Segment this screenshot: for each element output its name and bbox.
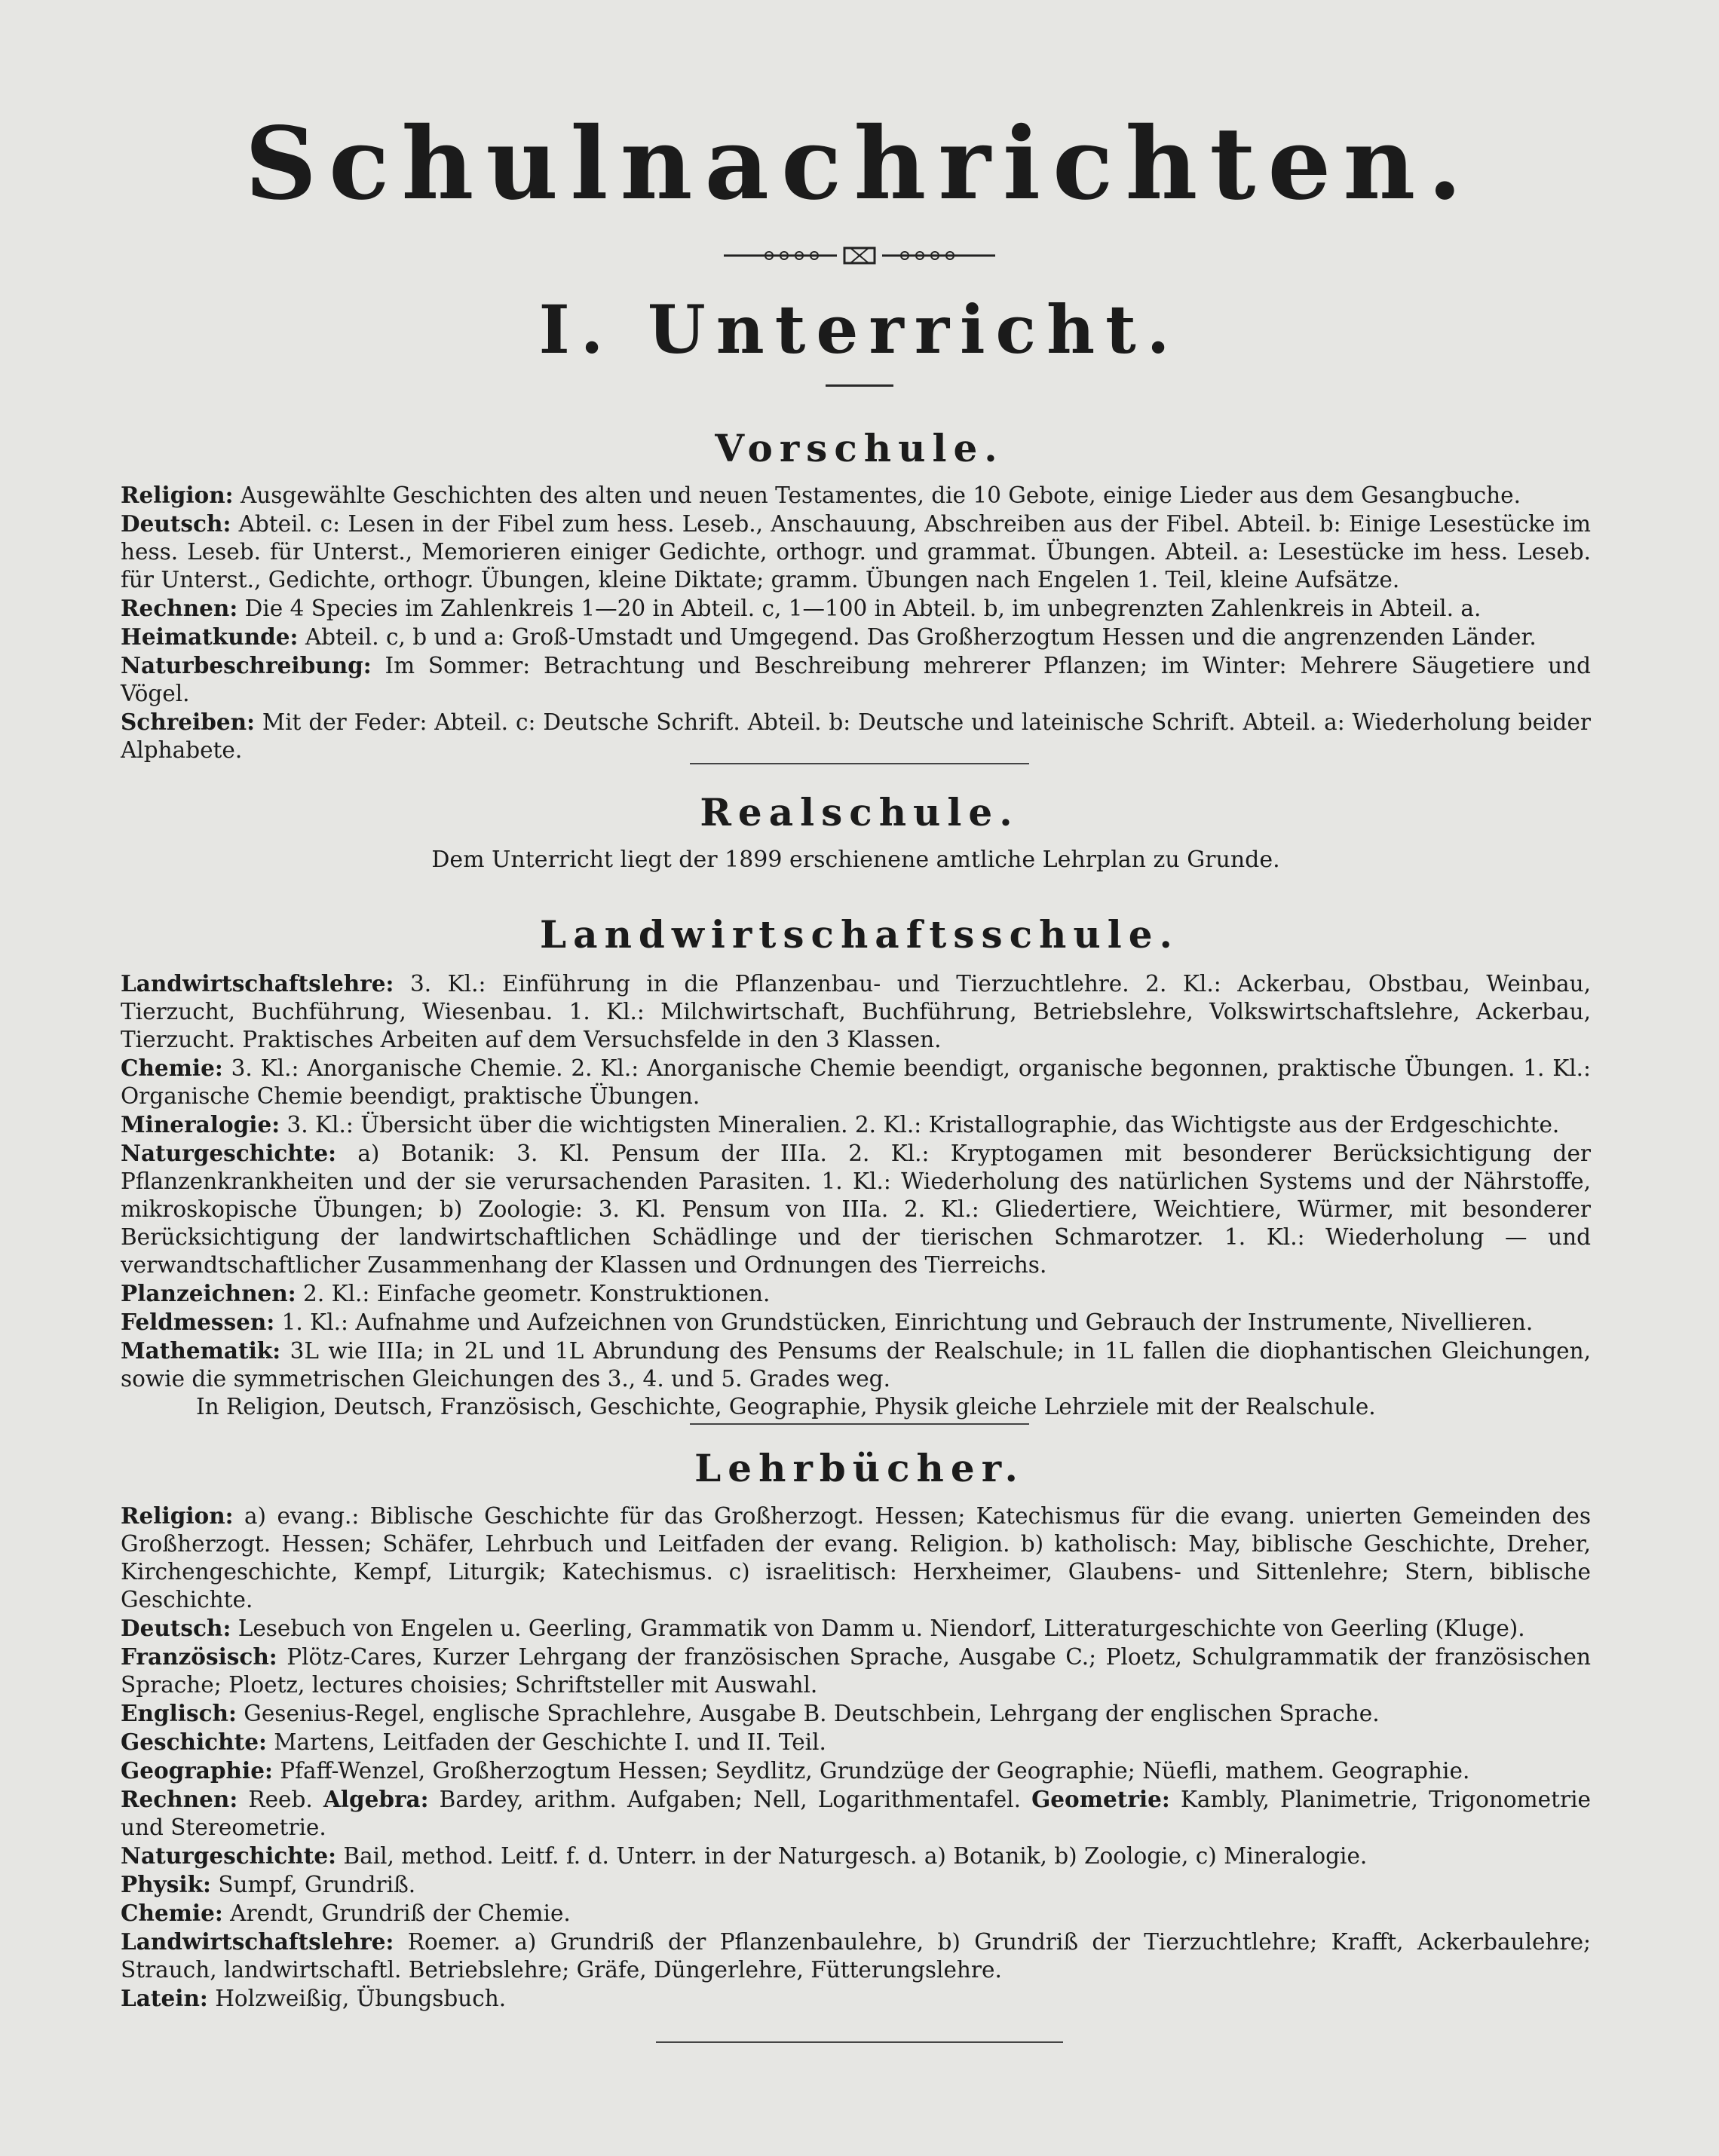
subject-label: Naturgeschichte: bbox=[121, 1842, 337, 1869]
subject-label: Physik: bbox=[121, 1871, 211, 1897]
landwirtschaft-entry bbox=[121, 1054, 1591, 1110]
subject-text: 1. Kl.: Aufnahme und Aufzeichnen von Grundstücken, Einrichtung und Gebrauch der Instrumente, Nivellieren. bbox=[281, 1309, 1534, 1335]
page-title: Schulnachrichten. bbox=[244, 106, 1475, 222]
textbook-entry bbox=[121, 1728, 1591, 1756]
landwirtschaft-entry bbox=[121, 1139, 1591, 1279]
divider bbox=[690, 763, 1029, 764]
subject-label: Latein: bbox=[121, 1985, 208, 2011]
textbook-entry bbox=[121, 1870, 1591, 1899]
textbook-entry bbox=[121, 1785, 1591, 1842]
subject-label: Chemie: bbox=[121, 1900, 223, 1926]
subject-text: Bail, method. Leitf. f. d. Unterr. in der Naturgesch. a) Botanik, b) Zoologie, c) Mineralogie. bbox=[343, 1843, 1368, 1869]
subject-text: 3. Kl.: Anorganische Chemie. 2. Kl.: Anorganische Chemie beendigt, organische begonnen, praktische Übungen. 1. Kl.: Organische Chemie beendigt, praktische Übungen. bbox=[121, 1055, 1591, 1109]
subject-text: Arendt, Grundriß der Chemie. bbox=[230, 1900, 571, 1926]
subject-text: Sumpf, Grundriß. bbox=[218, 1872, 416, 1897]
subject-text: Abteil. c: Lesen in der Fibel zum hess. Leseb., Anschauung, Abschreiben aus der Fibel. Abteil. b: Einige Lesestücke im hess. Leseb. für Unterst., Memorieren einiger Gedichte, orthogr. und grammat. Übungen. Abteil. a: Lesestücke im hess. Leseb. für Unterst., Gedichte, orthogr. Übungen, kleine Diktate; gramm. Übungen nach Engelen 1. Teil, kleine Aufsätze. bbox=[121, 511, 1591, 593]
subject-text: Roemer. a) Grundriß der Pflanzenbaulehre, b) Grundriß der Tierzuchtlehre; Krafft, Ackerbaulehre; Strauch, landwirtschaftl. Betriebslehre; Gräfe, Düngerlehre, Fütterungslehre. bbox=[121, 1929, 1591, 1983]
subject-text: Pfaff-Wenzel, Großherzogtum Hessen; Seydlitz, Grundzüge der Geographie; Nüefli, mathem. Geographie. bbox=[280, 1758, 1470, 1784]
subject-label: Schreiben: bbox=[121, 709, 255, 735]
subject-text: Ausgewählte Geschichten des alten und neuen Testamentes, die 10 Gebote, einige Lieder aus dem Gesangbuche. bbox=[240, 482, 1521, 508]
textbook-entry bbox=[121, 1842, 1591, 1870]
subject-label: Heimatkunde: bbox=[121, 623, 299, 650]
subject-label: Geometrie: bbox=[1031, 1786, 1170, 1812]
subject-text: 2. Kl.: Einfache geometr. Konstruktionen. bbox=[303, 1281, 771, 1306]
landwirtschaft-entry bbox=[121, 1308, 1591, 1337]
landwirtschaftsschule-heading: Landwirtschaftsschule. bbox=[540, 912, 1179, 957]
landwirtschaft-entry bbox=[121, 1279, 1591, 1308]
subject-text: 3L wie IIIa; in 2L und 1L Abrundung des Pensums der Realschule; in 1L fallen die diophantischen Gleichungen, sowie die symmetrischen Gleichungen des 3., 4. und 5. Grades weg. bbox=[121, 1338, 1591, 1392]
textbook-entry bbox=[121, 1643, 1591, 1699]
textbook-entry bbox=[121, 1502, 1591, 1614]
subject-text: Martens, Leitfaden der Geschichte I. und II. Teil. bbox=[274, 1729, 826, 1755]
vorschule-heading: Vorschule. bbox=[715, 426, 1004, 470]
divider bbox=[656, 2041, 1063, 2043]
vorschule-entry bbox=[121, 623, 1591, 651]
section-divider bbox=[826, 384, 893, 387]
textbook-entry bbox=[121, 1614, 1591, 1643]
subject-text: 3. Kl.: Übersicht über die wichtigsten Mineralien. 2. Kl.: Kristallographie, das Wichtigste aus der Erdgeschichte. bbox=[286, 1112, 1560, 1138]
vorschule-entry bbox=[121, 708, 1591, 764]
subject-label: Religion: bbox=[121, 1502, 234, 1529]
section-title: I. Unterricht. bbox=[538, 290, 1181, 369]
landwirtschaft-entry bbox=[121, 1337, 1591, 1393]
subject-text: Mit der Feder: Abteil. c: Deutsche Schrift. Abteil. b: Deutsche und lateinische Schrift. Abteil. a: Wiederholung beider Alphabete. bbox=[121, 709, 1591, 763]
divider bbox=[690, 1423, 1029, 1425]
subject-text: Gesenius-Regel, englische Sprachlehre, Ausgabe B. Deutschbein, Lehrgang der englischen Sprache. bbox=[244, 1701, 1380, 1726]
subject-label: Naturbeschreibung: bbox=[121, 652, 372, 678]
textbook-entry bbox=[121, 1699, 1591, 1728]
lehrbuecher-section bbox=[121, 1502, 1591, 2013]
subject-text: a) evang.: Biblische Geschichte für das Großherzogt. Hessen; Katechismus für die evang. unierten Gemeinden des Großherzogt. Hessen; Schäfer, Lehrbuch und Leitfaden der evang. Religion. b) katholisch: May, biblische Geschichte, Dreher, Kirchengeschichte, Kempf, Liturgik; Katechismus. c) israelitisch: Herxheimer, Glaubens- und Sittenlehre; Stern, biblische Geschichte. bbox=[121, 1503, 1591, 1612]
subject-label: Naturgeschichte: bbox=[121, 1140, 337, 1166]
subject-text: Reeb. bbox=[248, 1787, 313, 1812]
subject-label: Mathematik: bbox=[121, 1337, 281, 1364]
subject-text: Bardey, arithm. Aufgaben; Nell, Logarithmentafel. bbox=[439, 1787, 1021, 1812]
subject-label: Deutsch: bbox=[121, 1615, 231, 1641]
subject-text: a) Botanik: 3. Kl. Pensum der IIIa. 2. Kl.: Kryptogamen mit besonderer Berücksichtigung der Pflanzenkrankheiten und der sie verursachenden Parasiten. 1. Kl.: Wiederholung des natürlichen Systems und der Nährstoffe, mikroskopische Übungen; b) Zoologie: 3. Kl. Pensum von IIIa. 2. Kl.: Gliedertiere, Weichtiere, Würmer, mit besonderer Berücksichtigung der landwirtschaftlichen Schädlinge und der tierischen Schmarotzer. 1. Kl.: Wiederholung — und verwandtschaftlicher Zusammenhang der Klassen und Ordnungen des Tierreichs. bbox=[121, 1141, 1591, 1278]
landwirtschaftsschule-section bbox=[121, 969, 1591, 1421]
subject-label: Religion: bbox=[121, 482, 234, 508]
subject-text: Holzweißig, Übungsbuch. bbox=[215, 1986, 507, 2011]
ornament-divider-icon bbox=[724, 246, 995, 265]
landwirtschaft-note: In Religion, Deutsch, Französisch, Geschichte, Geographie, Physik gleiche Lehrziele mit der Realschule. bbox=[196, 1394, 1376, 1419]
realschule-text: Dem Unterricht liegt der 1899 erschienene amtliche Lehrplan zu Grunde. bbox=[431, 847, 1280, 873]
vorschule-section bbox=[121, 481, 1591, 764]
vorschule-entry bbox=[121, 510, 1591, 594]
subject-text: 3. Kl.: Einführung in die Pflanzenbau- und Tierzuchtlehre. 2. Kl.: Ackerbau, Obstbau, Weinbau, Tierzucht, Buchführung, Wiesenbau. 1. Kl.: Milchwirtschaft, Buchführung, Betriebslehre, Volkswirtschaftslehre, Ackerbau, Tierzucht. Praktisches Arbeiten auf dem Versuchsfelde in den 3 Klassen. bbox=[121, 971, 1591, 1052]
subject-label: Planzeichnen: bbox=[121, 1280, 296, 1306]
subject-label: Mineralogie: bbox=[121, 1111, 280, 1138]
textbook-entry bbox=[121, 1928, 1591, 1984]
subject-text: Die 4 Species im Zahlenkreis 1—20 in Abteil. c, 1—100 in Abteil. b, im unbegrenzten Zahlenkreis in Abteil. a. bbox=[244, 596, 1482, 621]
subject-text: Lesebuch von Engelen u. Geerling, Grammatik von Damm u. Niendorf, Litteraturgeschichte von Geerling (Kluge). bbox=[237, 1615, 1525, 1641]
subject-label: Rechnen: bbox=[121, 1786, 238, 1812]
subject-text: Plötz-Cares, Kurzer Lehrgang der französischen Sprache, Ausgabe C.; Ploetz, Schulgrammatik der französischen Sprache; Ploetz, lectures choisies; Schriftsteller mit Auswahl. bbox=[121, 1644, 1591, 1698]
vorschule-entry bbox=[121, 651, 1591, 708]
subject-text: Im Sommer: Betrachtung und Beschreibung mehrerer Pflanzen; im Winter: Mehrere Säugetiere und Vögel. bbox=[121, 653, 1591, 706]
realschule-heading: Realschule. bbox=[700, 790, 1019, 835]
subject-label: Französisch: bbox=[121, 1643, 277, 1670]
subject-label: Englisch: bbox=[121, 1700, 237, 1726]
textbook-entry bbox=[121, 1899, 1591, 1928]
subject-label: Geographie: bbox=[121, 1757, 273, 1784]
subject-label: Algebra: bbox=[323, 1786, 429, 1812]
subject-label: Feldmessen: bbox=[121, 1309, 275, 1335]
textbook-entry bbox=[121, 1984, 1591, 2013]
vorschule-entry bbox=[121, 594, 1591, 623]
subject-label: Rechnen: bbox=[121, 595, 238, 621]
subject-label: Landwirtschaftslehre: bbox=[121, 1928, 394, 1955]
textbook-entry bbox=[121, 1756, 1591, 1785]
landwirtschaft-entry bbox=[121, 1110, 1591, 1139]
landwirtschaft-entry bbox=[121, 969, 1591, 1054]
subject-text: Abteil. c, b und a: Groß-Umstadt und Umgegend. Das Großherzogtum Hessen und die angrenzenden Länder. bbox=[305, 624, 1537, 650]
subject-label: Chemie: bbox=[121, 1055, 223, 1081]
subject-label: Deutsch: bbox=[121, 510, 231, 537]
lehrbuecher-heading: Lehrbücher. bbox=[694, 1446, 1025, 1490]
subject-label: Geschichte: bbox=[121, 1729, 267, 1755]
vorschule-entry bbox=[121, 481, 1591, 510]
subject-text: Kambly, Planimetrie, Trigonometrie und Stereometrie. bbox=[121, 1787, 1591, 1840]
subject-label: Landwirtschaftslehre: bbox=[121, 970, 394, 997]
